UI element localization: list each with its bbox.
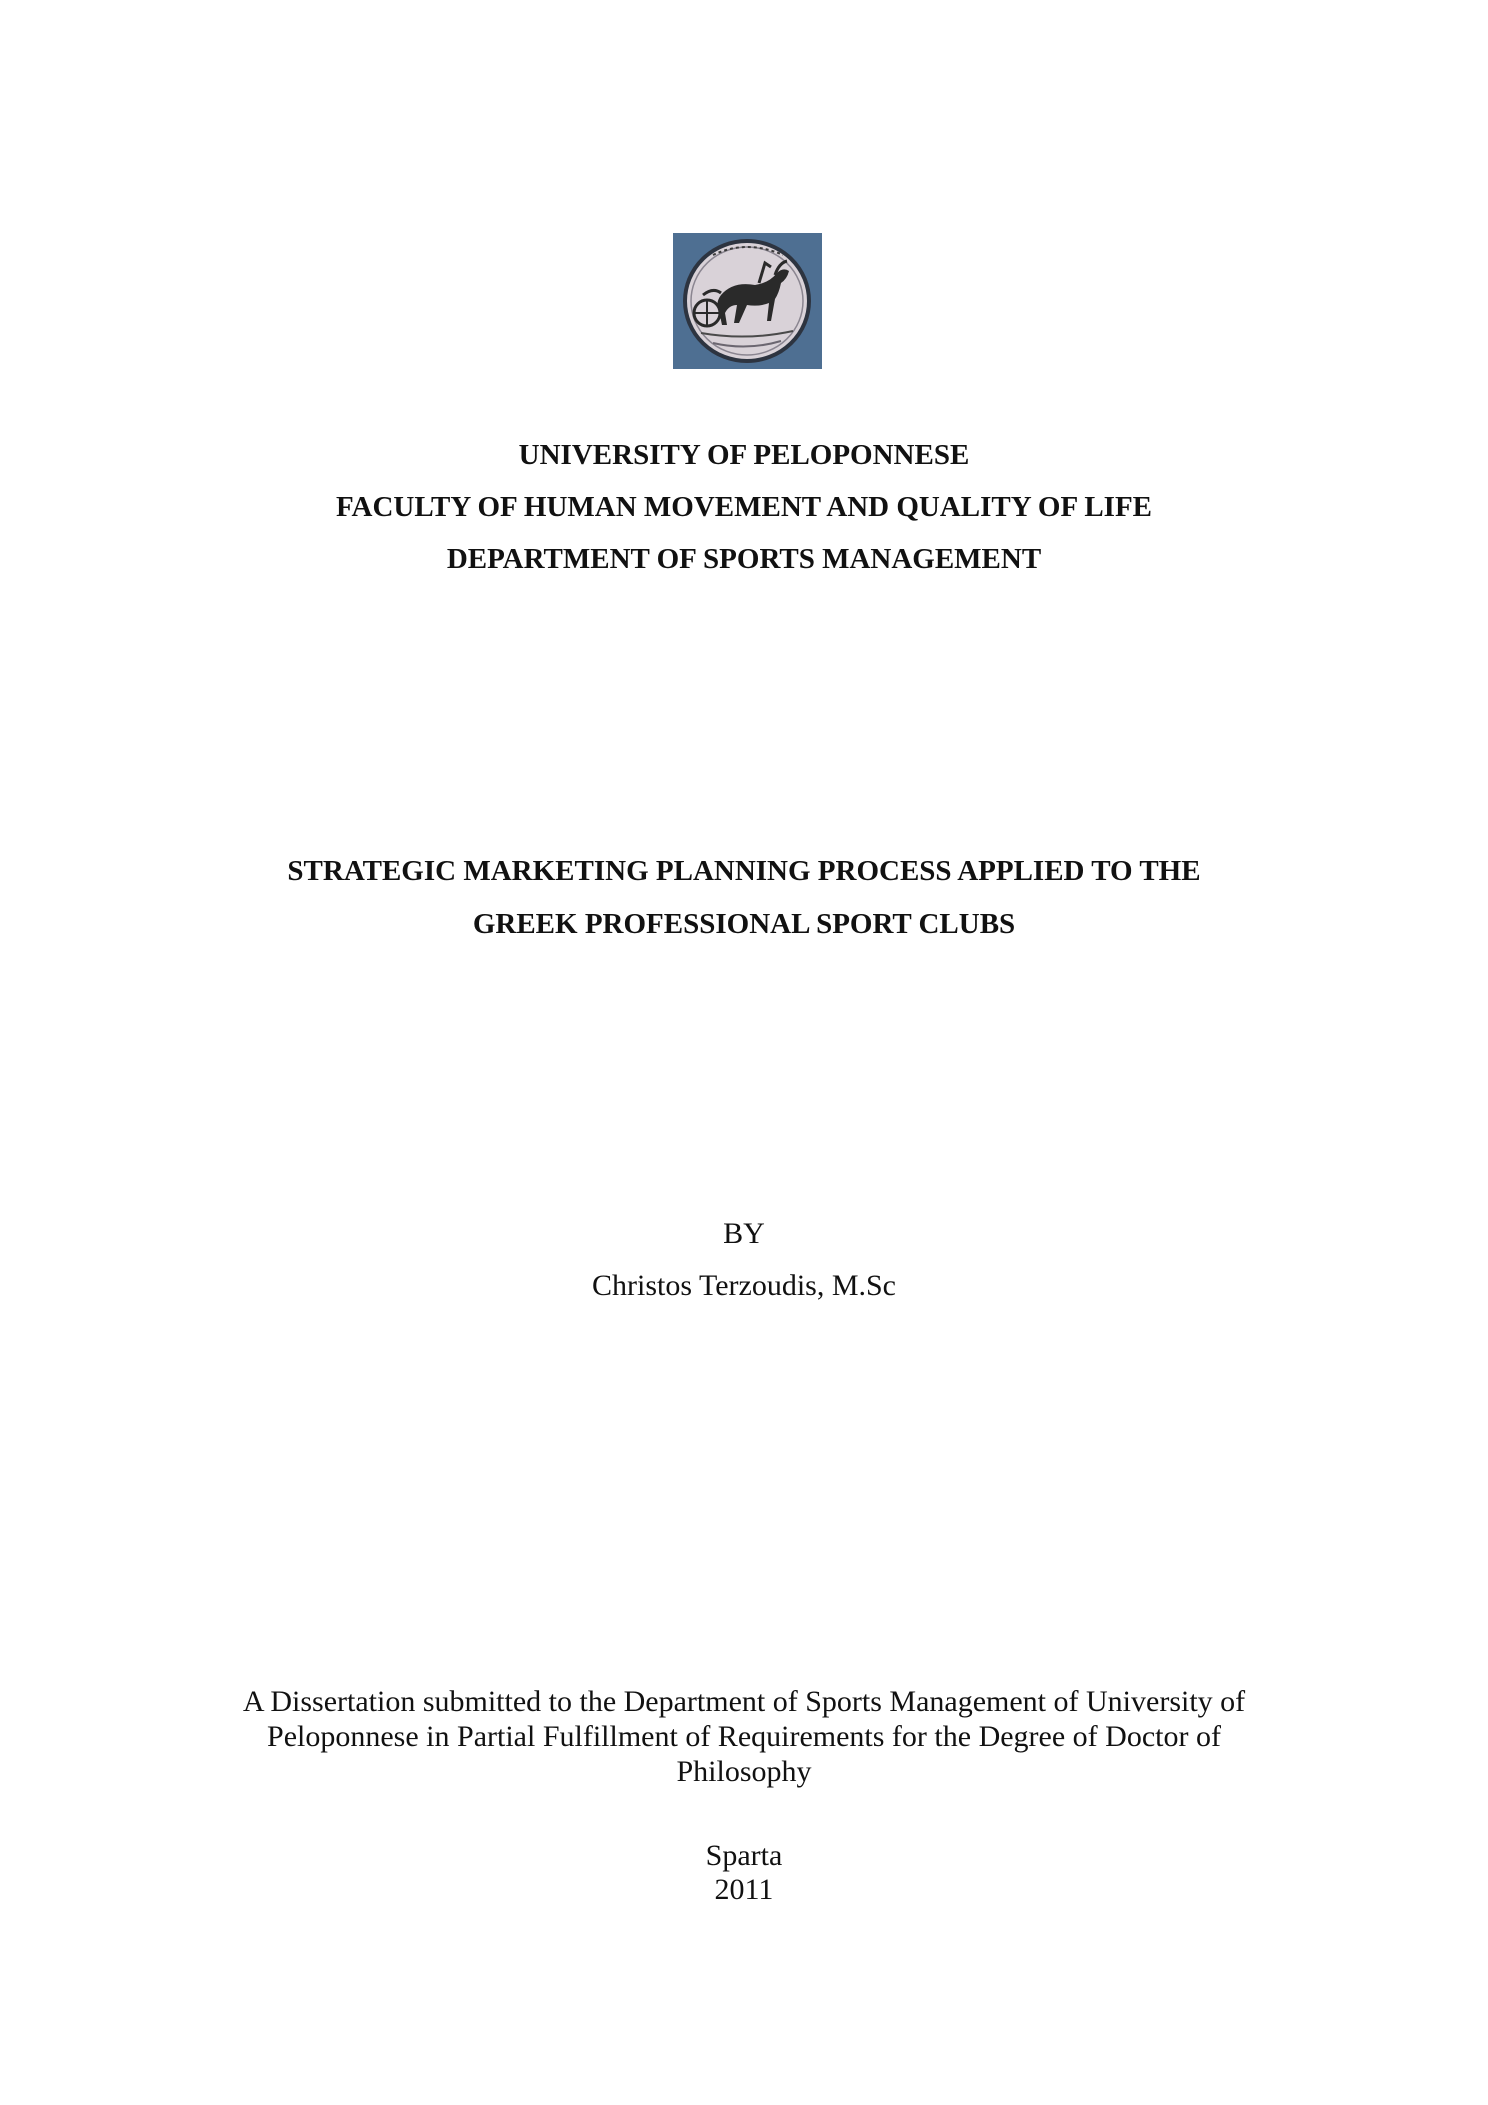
statement-line-2: Peloponnese in Partial Fulfillment of Requirements for the Degree of Doctor of — [267, 1720, 1221, 1753]
author-block — [0, 1208, 1488, 1312]
faculty-name: FACULTY OF HUMAN MOVEMENT AND QUALITY OF LIFE — [335, 491, 1153, 523]
dissertation-title — [0, 845, 1488, 951]
city: Sparta — [705, 1839, 783, 1872]
author-name: Christos Terzoudis, M.Sc — [591, 1269, 896, 1302]
university-seal-coin-icon — [673, 233, 822, 369]
statement-line-1: A Dissertation submitted to the Department of Sports Management of University of — [242, 1685, 1246, 1718]
statement-line-3: Philosophy — [676, 1755, 812, 1788]
university-name: UNIVERSITY OF PELOPONNESE — [518, 439, 970, 471]
department-name: DEPARTMENT OF SPORTS MANAGEMENT — [446, 543, 1042, 575]
institution-block — [0, 429, 1488, 585]
dissertation-statement — [0, 1684, 1488, 1789]
title-line-2: GREEK PROFESSIONAL SPORT CLUBS — [472, 908, 1016, 940]
place-and-year — [0, 1839, 1488, 1907]
title-line-1: STRATEGIC MARKETING PLANNING PROCESS APPLIED TO THE — [287, 855, 1201, 887]
university-seal-logo — [673, 233, 822, 369]
by-label: BY — [723, 1217, 765, 1250]
year: 2011 — [714, 1873, 774, 1906]
